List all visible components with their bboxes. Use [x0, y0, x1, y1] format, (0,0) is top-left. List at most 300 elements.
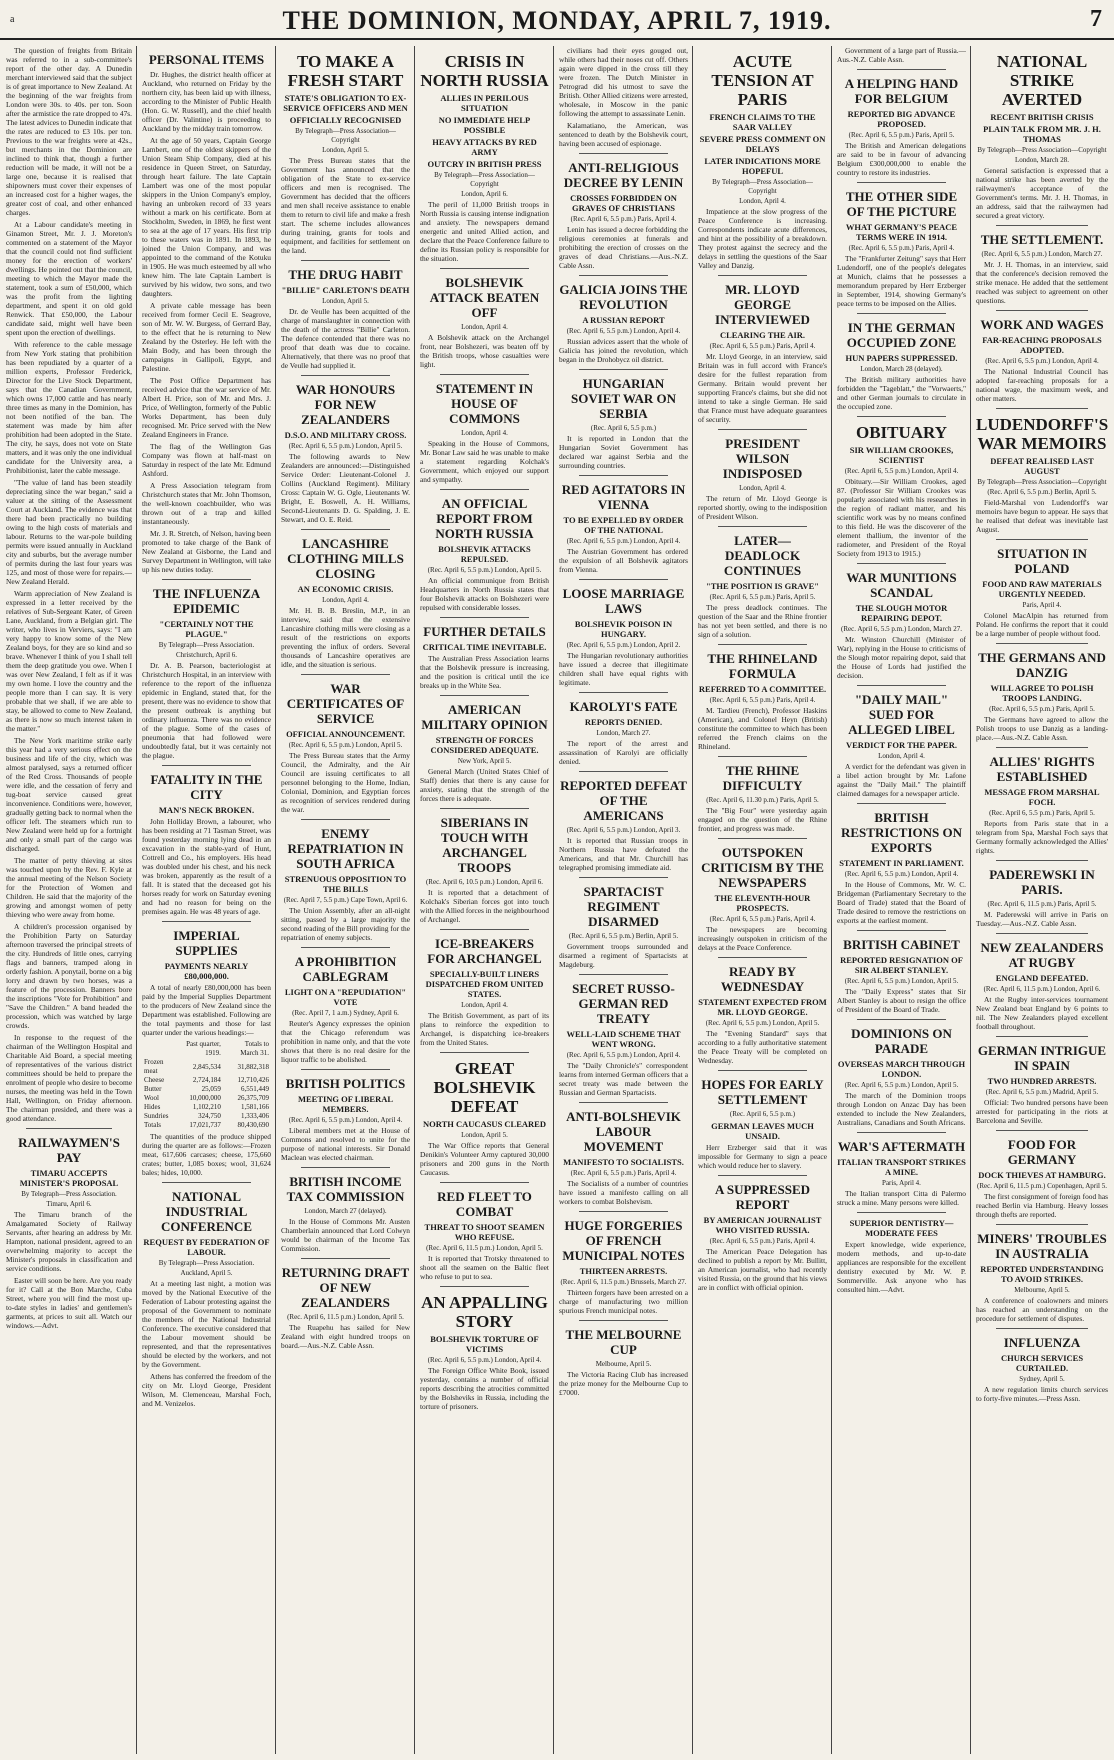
dateline: (Rec. April 6, 10.5 p.m.) London, April 6. — [425, 878, 544, 886]
divider — [996, 1036, 1088, 1037]
subheadline: BOLSHEVIK TORTURE OF VICTIMS — [430, 1334, 539, 1354]
dateline: (Rec. April 6, 5.5 p.m.) London, April 4. — [844, 467, 959, 475]
divider — [996, 933, 1088, 934]
headline: SECRET RUSSO-GERMAN RED TREATY — [572, 981, 675, 1026]
article-paragraph: The Austrian Government has ordered the expulsion of all Bolshevik agitators from Vienna. — [559, 547, 688, 574]
divider — [718, 429, 807, 430]
article-paragraph: civilians had their eyes gouged out, while others had their noses cut off. Others again were dipped in the cross till they were frozen. The Dutch Minister in Petrograd did his utmost to save the British. Other Allied citizens were arrested, wholesale, in Moscow in the panic following the attempt to assassinate Lenin. — [559, 46, 688, 118]
column-rule — [136, 46, 137, 1754]
headline: GERMAN INTRIGUE IN SPAIN — [977, 1043, 1107, 1073]
divider — [718, 275, 807, 276]
divider — [857, 563, 946, 564]
table-cell: 31,882,318 — [237, 1062, 269, 1071]
subheadline: SPECIALLY-BUILT LINERS DISPATCHED FROM UNITED STATES. — [425, 969, 544, 999]
subheadline: SIR WILLIAM CROOKES, SCIENTIST — [849, 445, 954, 465]
headline: A HELPING HAND FOR BELGIUM — [844, 76, 959, 106]
article-paragraph: At a meeting last night, a motion was moved by the National Executive of the Federation of Labour protesting against the proposal of the Government to nominate the members of the National Industrial Conference. The executive considered that the Labour movement should be represented, and that the representatives should be elected by the workers, and not by the Government. — [142, 1279, 271, 1369]
divider — [162, 765, 251, 766]
dateline: Melbourne, April 5. — [1014, 1286, 1070, 1294]
headline: SPARTACIST REGIMENT DISARMED — [583, 884, 664, 929]
headline: IN THE GERMAN OCCUPIED ZONE — [846, 320, 957, 350]
column-rule — [970, 46, 971, 1754]
divider — [718, 1175, 807, 1176]
article-paragraph: Athens has conferred the freedom of the city on Mr. Lloyd George, President Wilson, M. Clemenceau, Marshal Foch, and M. Venizelos. — [142, 1372, 271, 1408]
divider — [440, 1052, 529, 1053]
subheadline: ITALIAN TRANSPORT STRIKES A MINE. — [837, 1157, 966, 1177]
dateline: (Rec. April 7, 1 a.m.) Sydney, April 6. — [292, 1009, 399, 1017]
article-paragraph: The "Daily Chronicle's" correspondent learns from interned German officers that a secret treaty was made between the Russian and German Spartacists. — [559, 1061, 688, 1097]
article-paragraph: Mr. Lloyd George, in an interview, said Britain was in full accord with France's desire for the fullest reparation from Germany. Britain would prevent her supporting France's claims, but she did not intend to take a single German. He said that France must have adequate guarantees of security. — [698, 352, 827, 424]
dateline: (Rec. April 6, 11.30 p.m.) Paris, April 5. — [706, 796, 819, 804]
headline: PERSONAL ITEMS — [148, 52, 265, 67]
subheadline: A RUSSIAN REPORT — [582, 315, 665, 325]
headline: RAILWAYMEN'S PAY — [18, 1135, 120, 1165]
table-cell: 1,581,166 — [241, 1103, 269, 1111]
subheadline: DEFEAT REALISED LAST AUGUST — [990, 456, 1094, 476]
article-paragraph: It is reported in London that the Hungarian Soviet Government has declared war against Serbia and the surrounding countries. — [559, 434, 688, 470]
headline: IMPERIAL SUPPLIES — [173, 928, 240, 958]
subheadline: "THE POSITION IS GRAVE" — [706, 581, 819, 591]
headline: GREAT BOLSHEVIK DEFEAT — [433, 1059, 536, 1116]
divider — [718, 838, 807, 839]
article-paragraph: An official communique from British Headquarters in North Russia states that four Bolshevik attacks on Bolshezeri were repulsed with considerable losses. — [420, 576, 549, 612]
headline: READY BY WEDNESDAY — [720, 964, 805, 994]
article-paragraph: The matter of petty thieving at sites was touched upon by the Rev. F. Kyle at the annual meeting of the Nelson Society for the Protection of Women and Children. He said that the majority of the growing and amongst women of petty thieving who were away from home. — [6, 856, 132, 919]
article-paragraph: Dr. A. B. Pearson, bacteriologist at Christchurch Hospital, in an interview with reference to the report of the influenza epidemic in England, stated that, for the present, there was no evidence to show that the present outbreak is anything but ordinary influenza. There was no evidence of the plague. Some of the cases of pneumonia that had followed were undoubtedly fatal, but it was certainly not the plague. — [142, 661, 271, 760]
divider — [440, 1286, 529, 1287]
article-paragraph: The Hungarian revolutionary authorities have issued a decree that illegitimate children shall have equal rights with legitimate. — [559, 651, 688, 687]
dateline: Paris, April 4. — [882, 1179, 921, 1187]
subheadline: D.S.O. AND MILITARY CROSS. — [284, 430, 407, 440]
article-paragraph: Liberal members met at the House of Commons and resolved to unite for the purpose of national interests. Sir Donald Maclean was elected chairman. — [281, 1126, 410, 1162]
headline: WAR'S AFTERMATH — [837, 1139, 966, 1154]
headline: FATALITY IN THE CITY — [150, 772, 263, 802]
headline: MINERS' TROUBLES IN AUSTRALIA — [977, 1231, 1107, 1261]
table-cell: 26,375,709 — [237, 1094, 269, 1102]
dateline: Auckland, April 5. — [180, 1269, 233, 1277]
article-paragraph: The British military authorities have forbidden the "Tageblatt," the "Vorwaerts," and other German journals to circulate in the occupied zone. — [837, 375, 966, 411]
headline: ANTI-BOLSHEVIK LABOUR MOVEMENT — [566, 1109, 681, 1154]
table-cell: Wool — [144, 1094, 159, 1102]
subheadline: CLEARING THE AIR. — [719, 330, 806, 340]
divider — [440, 929, 529, 930]
article-paragraph: The flag of the Wellington Gas Company was flown at half-mast on Saturday in respect of the late Mr. Edmund Ashford. — [142, 442, 271, 478]
divider — [440, 617, 529, 618]
headline: FURTHER DETAILS — [423, 624, 546, 639]
article-paragraph: Reports from Paris state that in a telegram from Spa, Marshal Foch says that Germany formally acknowledged the Allies' rights. — [976, 819, 1108, 855]
headline: BRITISH INCOME TAX COMMISSION — [286, 1174, 405, 1204]
subheadline: THIRTEEN ARRESTS. — [579, 1266, 668, 1276]
headline: THE RHINE DIFFICULTY — [722, 763, 803, 793]
article-paragraph: The Post Office Department has received advice that the war service of Mr. Albert H. Price, son of Mr. and Mrs. J. Price, of Wellington, formerly of the Public Works Department, has been duly recognised. Mr. Price served with the New Zealand Engineers in France. — [142, 376, 271, 439]
subheadline: NORTH CAUCASUS CLEARED — [423, 1119, 546, 1129]
divider — [579, 369, 668, 370]
divider — [301, 819, 390, 820]
column-rule — [414, 46, 415, 1754]
divider — [579, 1320, 668, 1321]
table-cell: 1,102,210 — [192, 1103, 221, 1111]
headline: AN APPALLING STORY — [421, 1293, 548, 1331]
dateline: (Rec. April 6, 11.5 p.m.) London, April 5. — [287, 1313, 404, 1321]
subheadline: NO IMMEDIATE HELP POSSIBLE — [438, 115, 531, 135]
article-paragraph: It is reported that Russian troops in Northern Russia have defeated the Americans, and that Mr. Churchill has telegraphed promising immediate aid. — [559, 836, 688, 872]
headline: INFLUENZA — [1003, 1335, 1081, 1350]
divider — [440, 374, 529, 375]
dateline: (Rec. April 6, 5.5 p.m.) London, April 3. — [566, 826, 681, 834]
divider — [162, 1182, 251, 1183]
subheadline: TO BE EXPELLED BY ORDER OF THE NATIONAL — [563, 515, 684, 535]
divider — [857, 930, 946, 931]
article-paragraph: At the age of 50 years, Captain George Lambert, one of the oldest skippers of the Union Steam Ship Company, died at his residence in Queen Street, on Saturday, through heart failure. The late Captain Lambert was one of the most popular skippers in the Union Company's employ, having an unbroken record of 33 years without a mark on his certificate. Born at Stockholm, Sweden, in 1869, he first went to sea at the age of 17 years. His first trip to these waters was in 1891. In 1893, he joined the Union Company, and was appointed to the command of the Kotuku in 1905. He was much esteemed by all who knew him. The late Captain Lambert is survived by his widow, two sons, and two daughters. — [142, 136, 271, 298]
headline: WAR CERTIFICATES OF SERVICE — [286, 681, 405, 726]
article-paragraph: The "Daily Express" states that Sir Albert Stanley is about to resign the office of President of the Board of Trade. — [837, 987, 966, 1014]
subheadline: OUTCRY IN BRITISH PRESS — [427, 159, 542, 169]
article-paragraph: Dr. de Veulle has been acquitted of the charge of manslaughter in connection with the death of the actress "Billie" Carleton. The defence contended that there was no proof that death was due to cocaine. Alternatively, that there was no proof that de Veulle had supplied it. — [281, 307, 410, 370]
headline: ENEMY REPATRIATION IN SOUTH AFRICA — [287, 826, 404, 871]
headline: RED AGITATORS IN VIENNA — [561, 482, 686, 512]
table-row — [142, 1094, 271, 1103]
divider — [718, 644, 807, 645]
dateline: (Rec. April 6, 11.5 p.m.) Brussels, March 27. — [560, 1278, 687, 1286]
divider — [440, 1182, 529, 1183]
subheadline: MESSAGE FROM MARSHAL FOCH. — [984, 787, 1100, 807]
headline: TO MAKE A FRESH START — [287, 52, 404, 90]
dateline: (Rec. April 6, 5.5 p.m.) London, April 5. — [705, 1019, 820, 1027]
column-1 — [6, 46, 132, 1754]
headline: THE GERMANS AND DANZIG — [978, 650, 1106, 680]
article-paragraph: The Press Bureau states that the Army Council, the Admiralty, and the Air Council are issuing certificates to all personnel belonging to the Home, Indian, Colonial, Dominion, and Egyptian forces as recognition of services rendered during the war. — [281, 751, 410, 814]
subheadline: PLAIN TALK FROM MR. J. H. THOMAS — [983, 124, 1101, 144]
dateline: (Rec. April 6, 5.5 p.m.) — [729, 1110, 796, 1118]
byline: By Telegraph—Press Association. — [21, 1190, 117, 1198]
dateline: (Rec. April 6, 5.5 p.m.) London, March 27. — [841, 625, 962, 633]
article-paragraph: In response to the request of the chairman of the Wellington Hospital and Charitable Aid Board, a special meeting of representatives of the various district committees should be held to prepare the enrolment of people who desire to become nurses, the meeting was held in the Town Hall, Wellington, on Friday afternoon. The chairman presided, and there was a good attendance. — [6, 1033, 132, 1123]
divider — [857, 1132, 946, 1133]
headline: THE MELBOURNE CUP — [565, 1327, 682, 1357]
masthead — [0, 0, 1114, 40]
headline: ALLIES' RIGHTS ESTABLISHED — [989, 754, 1095, 784]
headline: BOLSHEVIK ATTACK BEATEN OFF — [429, 275, 540, 320]
headline: BRITISH POLITICS — [285, 1076, 406, 1091]
dateline: (Rec. April 6, 5.5 p.m.) Paris, April 5. — [989, 705, 1095, 713]
divider — [996, 539, 1088, 540]
divider — [301, 1069, 390, 1070]
table-cell: 1,333,406 — [241, 1112, 269, 1120]
dateline: (Rec. April 7, 5.5 p.m.) Cape Town, April 6. — [283, 896, 408, 904]
article-paragraph: The report of the arrest and assassination of Karolyi are officially denied. — [559, 739, 688, 766]
divider — [162, 579, 251, 580]
table-cell: Butter — [144, 1085, 162, 1093]
dateline: (Rec. April 6, 5.5 p.m.) London, April 4. — [844, 870, 959, 878]
article-paragraph: The question of freights from Britain was referred to in a sub-committee's report of the other day. A Dunedin merchant interviewed said that the subject is of great importance to New Zealand. At the beginning of the war freights from London were 30s. to 40s. per ton. Soon after the armistice the rate dropped to 47s. The latest advices to Dunedin indicate that the rates are reduced to £3 10s. per ton. Previous to the war freights were at 42s., but merchants in the Dominion are inclined to think that, though a further reduction will be made, it will not be a large one, because it is realised that shipowners must cover their expenses of an increased cost for a higher wages, the greater cost of coal, and other enhanced charges. — [6, 46, 132, 217]
article-paragraph: Warm appreciation of New Zealand is expressed in a letter received by the relatives of Sub-Sergeant Kater, of Green Lane, Auckland, from a Belgian girl. The writer, who lives in Verviers, says: "I am very happy to know some of the New Zealand boys, for they are so kind and so brave. Whenever I think of you I shall tell them the deep gratitude you owe. When I was over New Zealand, I felt as if it was my own home. I love the country and the people more than I can say. It is very probable that we shall, if we are able to stay, be allowed to come to New Zealand, as there is now so much interest taken in the matter." — [6, 589, 132, 733]
divider — [857, 685, 946, 686]
article-paragraph: The British Government, as part of its plans to reinforce the expedition to Archangel, is dispatching ice-breakers from the United States. — [420, 1011, 549, 1047]
subheadline: LATER INDICATIONS MORE HOPEFUL — [704, 156, 821, 176]
article-paragraph: The newspapers are becoming increasingly outspoken in criticism of the delays at the Peace Conference. — [698, 925, 827, 952]
divider — [579, 579, 668, 580]
newspaper-title: THE DOMINION, MONDAY, APRIL 7, 1919. — [282, 6, 832, 35]
dateline: London, April 6. — [461, 190, 508, 198]
article-paragraph: The peril of 11,000 British troops in North Russia is causing intense indignation and anxiety. The newspapers demand energetic and united Allied action, and declare that the Peace Conference failure to define its Russian policy is responsible for the situation. — [420, 200, 549, 263]
dateline: (Rec. April 6, 5.5 p.m.) London, April 2. — [566, 641, 681, 649]
subheadline: ENGLAND DEFEATED. — [995, 973, 1089, 983]
table-cell: Sundries — [144, 1112, 169, 1120]
article-paragraph: Official: Two hundred persons have been arrested for participating in the riots at Barcelona and Seville. — [976, 1098, 1108, 1125]
headline: THE RHINELAND FORMULA — [707, 651, 818, 681]
subheadline: SEVERE PRESS COMMENT ON DELAYS — [699, 134, 826, 154]
dateline: (Rec. April 6, 5.5 p.m.) Paris, April 4. — [709, 1237, 816, 1245]
article-paragraph: The Victoria Racing Club has increased the prize money for the Melbourne Cup to £7000. — [559, 1370, 688, 1397]
dateline: London, April 5. — [322, 297, 369, 305]
divider — [857, 69, 946, 70]
article-paragraph: Lenin has issued a decree forbidding the religious ceremonies at funerals and prohibiting the erection of crosses on the graves of dead Christians.—Aus.-N.Z. Cable Assn. — [559, 225, 688, 270]
page-corner-mark: a — [10, 14, 15, 25]
article-paragraph: Obituary.—Sir William Crookes, aged 87. (Professor Sir William Crookes was popularly associated with his researches in the region of radiant matter, and his scientific work was by no means confined to this field. He was the discoverer of the element thallium, the inventor of the radiometer, and President of the Royal Society from 1913 to 1915.) — [837, 477, 966, 558]
article-paragraph: The Union Assembly, after an all-night sitting, passed by a large majority the second reading of the Bill providing for the repatriation of enemy subjects. — [281, 906, 410, 942]
byline: By Telegraph—Press Association—Copyright — [434, 171, 535, 188]
article-paragraph: Mr. Winston Churchill (Minister of War), replying in the House to criticisms of the Slough motor repairing depot, said that the House of Lords had justified the decision. — [837, 635, 966, 680]
headline: SITUATION IN POLAND — [997, 546, 1087, 576]
divider — [579, 1102, 668, 1103]
subheadline: HUN PAPERS SUPPRESSED. — [845, 353, 958, 363]
headline: CRISIS IN NORTH RUSSIA — [420, 52, 549, 90]
column-6 — [698, 46, 827, 1754]
dateline: London, April 4. — [739, 484, 786, 492]
dateline: (Rec. April 6, 11.5 p.m.) London, April 5. — [426, 1244, 543, 1252]
headline: ANTI-RELIGIOUS DECREE BY LENIN — [563, 160, 684, 190]
subheadline: GERMAN LEAVES MUCH UNSAID. — [711, 1121, 814, 1141]
dateline: Sydney, April 5. — [1019, 1375, 1065, 1383]
divider — [579, 1211, 668, 1212]
article-paragraph: Reuter's Agency expresses the opinion that the Chicago referendum was prohibition in name only, and that the vote shows that there is no real desire for the liquor traffic to be abolished. — [281, 1019, 410, 1064]
article-paragraph: The Foreign Office White Book, issued yesterday, contains a number of official reports describing the atrocities committed by the Bolsheviks in Russia, including the torture of prisoners. — [420, 1366, 549, 1411]
subheadline: ALLIES IN PERILOUS SITUATION — [440, 93, 529, 113]
headline: PADEREWSKI IN PARIS. — [989, 867, 1095, 897]
dateline: (Rec. April 6, 5.5 p.m.) London, April 4. — [427, 1356, 542, 1364]
subheadline: REPORTED RESIGNATION OF SIR ALBERT STANLEY. — [840, 955, 963, 975]
article-paragraph: At a Labour candidate's meeting in Ginamon Street, Mr. J. J. Moreton's commented on a statement of the Mayor that the council could not find sufficient money for the erection of workers' dwellings. He pointed out that the council, meeting to which the Mayor made the statement, took a sum of £50,000, which was the profit from the lighting department, and spent it on old gold Renwick. That £50,000, the Labour candidate said, might well have been spent upon the erection of dwellings. — [6, 220, 132, 337]
imperial-supplies-table — [142, 1040, 271, 1130]
divider — [857, 1019, 946, 1020]
subheadline: CROSSES FORBIDDEN ON GRAVES OF CHRISTIANS — [570, 193, 677, 213]
article-paragraph: A verdict for the defendant was given in a libel action brought by Mr. Lafone against the "Daily Mail." The plaintiff claimed damages for a newspaper article. — [837, 762, 966, 798]
divider — [857, 1212, 946, 1213]
headline: LOOSE MARRIAGE LAWS — [562, 586, 685, 616]
headline: A SUPPRESSED REPORT — [715, 1182, 810, 1212]
dateline: (Rec. April 6, 5.5 p.m.) Berlin, April 5. — [987, 488, 1097, 496]
subheadline: MEETING OF LIBERAL MEMBERS. — [297, 1094, 394, 1114]
divider — [718, 756, 807, 757]
dateline: (Rec. April 6, 5.5 p.m.) London, April 5. — [427, 566, 542, 574]
table-row — [142, 1085, 271, 1094]
article-paragraph: Dr. Hughes, the district health officer at Auckland, who returned on Friday by the northern city, has been laid up with illness, according to the Minister of Public Health (Hon. G. W. Russell), and the chief health officer (Dr. Valintine) is proceeding to Auckland by the midday train tomorrow. — [142, 70, 271, 133]
divider — [579, 974, 668, 975]
article-paragraph: Government of a large part of Russia.—Aus.-N.Z. Cable Assn. — [837, 46, 966, 64]
article-paragraph: With reference to the cable message from New York stating that prohibition has been repudiated by a quarter of a million experts, Professor Frederick, Director for the Live Stock Department, says that the Canadian Government, which owns 17,000 cattle and has nearly three times as many in the Dominion, has not been notified of the ban. The statement was made by him after prohibition had been adopted in the State. The city, he says, does not vote on State matters, and it was only the one individual candidate for the University area, a Prohibitionist, later the cable message. — [6, 340, 132, 475]
divider — [301, 1167, 390, 1168]
article-paragraph: Impatience at the slow progress of the Peace Conference is increasing. Correspondents indicate acute differences, and hint at the possibility of a breakdown. They protest against the secrecy and the delays in settling the questions of the Saar Valley and Danzig. — [698, 207, 827, 270]
subheadline: WHAT GERMANY'S PEACE TERMS WERE IN 1914. — [845, 222, 958, 242]
dateline: (Rec. April 6, 5.5 p.m.) London, April 4. — [566, 537, 681, 545]
dateline: London, March 28. — [1014, 156, 1070, 164]
article-paragraph: The "Evening Standard" says that according to a fully authoritative statement the Peace Treaty will be completed on Wednesday. — [698, 1029, 827, 1065]
dateline: London, April 4. — [878, 752, 925, 760]
subheadline: VERDICT FOR THE PAPER. — [846, 740, 957, 750]
dateline: (Rec. April 6, 5.5 p.m.) London, April 4. — [985, 357, 1099, 365]
article-paragraph: The first consignment of foreign food has reached Berlin via Hamburg. Heavy losses through thefts are reported. — [976, 1192, 1108, 1219]
headline: HUGE FORGERIES OF FRENCH MUNICIPAL NOTES — [562, 1218, 685, 1263]
dateline: London, April 5. — [461, 1131, 508, 1139]
subheadline: "BILLIE" CARLETON'S DEATH — [281, 285, 410, 295]
column-rule — [692, 46, 693, 1754]
dateline: (Rec. April 6, 5.5 p.m.) London, March 27. — [981, 250, 1103, 258]
headline: NEW ZEALANDERS AT RUGBY — [980, 940, 1104, 970]
table-header: Past quarter, 1919. — [186, 1040, 221, 1057]
subheadline: REPORTS DENIED. — [584, 717, 663, 727]
subheadline: MANIFESTO TO SOCIALISTS. — [563, 1157, 684, 1167]
subheadline: CHURCH SERVICES CURTAILED. — [1000, 1353, 1084, 1373]
column-rule — [553, 46, 554, 1754]
article-paragraph: A total of nearly £80,000,000 has been paid by the Imperial Supplies Department to the producers of New Zealand since the Department was established. Following are the total payments and those for last quarter under the various headings:— — [142, 983, 271, 1037]
dateline: London, March 28 (delayed). — [860, 365, 943, 373]
dateline: (Rec. April 6, 5.5 p.m.) — [590, 424, 657, 432]
dateline: (Rec. April 6, 5.5 p.m.) Paris, April 5. — [989, 809, 1095, 817]
subheadline: TWO HUNDRED ARRESTS. — [987, 1076, 1097, 1086]
article-paragraph: Government troops surrounded and disarmed a regiment of Spartacists at Magdeburg. — [559, 942, 688, 969]
headline: NATIONAL STRIKE AVERTED — [996, 52, 1088, 109]
divider — [301, 947, 390, 948]
article-paragraph: Mr. J. H. Thomas, in an interview, said that the conference's decision removed the strike menace. He added that the settlement reached was subject to agreement on other questions. — [976, 260, 1108, 305]
divider — [301, 674, 390, 675]
dateline: London, April 4. — [322, 596, 369, 604]
table-row — [142, 1076, 271, 1085]
subheadline: HEAVY ATTACKS BY RED ARMY — [432, 137, 537, 157]
table-cell: 2,845,534 — [192, 1062, 221, 1071]
dateline: (Rec. April 6, 5.5 p.m.) Paris, April 4. — [570, 215, 677, 223]
dateline: London, March 27 (delayed). — [304, 1207, 387, 1215]
table-header — [142, 1040, 176, 1058]
divider — [857, 313, 946, 314]
article-paragraph: The quantities of the produce shipped during the quarter are as follows:—Frozen meat, 617,606 carcases; cheese, 175,660 crates; butter, 1,085 boxes; wool, 31,624 bales; hides, 10,000. — [142, 1132, 271, 1177]
subheadline: REQUEST BY FEDERATION OF LABOUR. — [143, 1237, 270, 1257]
headline: AN OFFICIAL REPORT FROM NORTH RUSSIA — [435, 496, 534, 541]
dateline: Timaru, April 6. — [46, 1200, 92, 1208]
subheadline: LIGHT ON A "REPUDIATION" VOTE — [284, 987, 407, 1007]
dateline: London, March 27. — [596, 729, 651, 737]
headline: RETURNING DRAFT OF NEW ZEALANDERS — [281, 1265, 410, 1310]
subheadline: PAYMENTS NEARLY £80,000,000. — [164, 961, 249, 981]
subheadline: WILL AGREE TO POLISH TROOPS LANDING. — [990, 683, 1094, 703]
subheadline: FAR-REACHING PROPOSALS ADOPTED. — [982, 335, 1102, 355]
divider — [579, 475, 668, 476]
divider — [579, 275, 668, 276]
subheadline: TIMARU ACCEPTS MINISTER'S PROPOSAL — [19, 1168, 119, 1188]
dateline: (Rec. April 6, 5.5 p.m.) Paris, April 4. — [709, 915, 816, 923]
divider — [440, 695, 529, 696]
article-paragraph: Kalamatiano, the American, was sentenced to death by the Bolshevik court, having been accused of espionage. — [559, 121, 688, 148]
headline: ACUTE TENSION AT PARIS — [711, 52, 814, 109]
article-paragraph: The Australian Press Association learns that the Bolshevik pressure is increasing, and the position is critical until the ice breaks up in the White Sea. — [420, 654, 549, 690]
subheadline: REPORTED UNDERSTANDING TO AVOID STRIKES. — [980, 1264, 1104, 1284]
divider — [996, 310, 1088, 311]
headline: LATER—DEADLOCK CONTINUES — [723, 533, 802, 578]
column-rule — [831, 46, 832, 1754]
article-paragraph: Speaking in the House of Commons, Mr. Bonar Law said he was unable to make a statement regarding Kolchak's Government, which enjoyed our support and sympathy. — [420, 439, 549, 484]
article-paragraph: The New York maritime strike early this year had a very serious effect on the business and life of the city, which was almost paralysed, says a returned officer of the Red Cross. Thousands of people were idle, and the cessation of ferry and tug-boat service caused great inconvenience. Conditions were, however, gradually getting back to normal when the officer left. The steamers which run to New Zealand were held up for a fortnight and only a small part of the cargo was discharged. — [6, 736, 132, 853]
table-total-row — [142, 1121, 271, 1130]
dateline: London, April 5. — [322, 146, 369, 154]
table-row — [142, 1112, 271, 1121]
article-paragraph: General satisfaction is expressed that a national strike has been averted by the railwaymen's acceptance of the Government's terms. Mr. J. H. Thomas, in an address, said that the railwaymen had secured a great victory. — [976, 166, 1108, 220]
headline: KAROLYI'S FATE — [569, 699, 678, 714]
column-2 — [142, 46, 271, 1754]
article-paragraph: A conference of coalowners and miners has reached an understanding on the procedure for settlement of disputes. — [976, 1296, 1108, 1323]
divider — [26, 1128, 112, 1129]
dateline: (Rec. April 6, 5.5 p.m.) Paris, April 5. — [848, 131, 955, 139]
advertisement: Expert knowledge, wide experience, modern methods, and up-to-date appliances are responsible for the excellent dentistry executed by Mr. W. P. Sommerville. Ask anyone who has consulted him.—Advt. — [837, 1240, 966, 1294]
article-paragraph: In the House of Commons, Mr. W. C. Bridgeman (Parliamentary Secretary to the Board of Trade) stated that the Board of Trade desired to remove the restrictions on exports at the earliest moment. — [837, 880, 966, 925]
advertisement: Easter will soon be here. Are you ready for it? Call at the Bon Marche, Cuba Street, where you will find the most up-to-date styles in ladies' and gentlemen's garments, at prices to suit all. Watch our windows.—Advt. — [6, 1276, 132, 1330]
divider — [301, 1258, 390, 1259]
headline: "DAILY MAIL" SUED FOR ALLEGED LIBEL — [848, 692, 955, 737]
article-paragraph: Colonel MacAlpin has returned from Poland. He confirms the report that it could be a large number of people without food. — [976, 611, 1108, 638]
table-cell: 17,021,737 — [189, 1121, 221, 1129]
article-paragraph: The Italian transport Citta di Palermo struck a mine. Many persons were killed. — [837, 1189, 966, 1207]
dateline: New York, April 5. — [457, 757, 512, 765]
dateline: (Rec. April 6, 5.5 p.m.) Madrid, April 5. — [985, 1088, 1099, 1096]
column-7 — [837, 46, 966, 1754]
dateline: (Rec. April 6, 11.5 p.m.) London, April 6. — [983, 985, 1101, 993]
headline: WAR HONOURS FOR NEW ZEALANDERS — [295, 382, 396, 427]
dateline: (Rec. April 6, 5.5 p.m.) London, April 4. — [566, 1051, 681, 1059]
subheadline: STRENUOUS OPPOSITION TO THE BILLS — [284, 874, 407, 894]
divider — [440, 489, 529, 490]
article-paragraph: Herr Erzberger said that it was impossible for Germany to sign a peace which would reduce her to slavery. — [698, 1143, 827, 1170]
subheadline: THE SLOUGH MOTOR REPAIRING DEPOT. — [855, 603, 948, 623]
table-cell: Frozen meat — [144, 1058, 164, 1075]
article-paragraph: M. Tardieu (French), Professor Haskins (American), and Colonel Heyn (British) constitute the committee to which has been referred the French claims on the Rhineland. — [698, 706, 827, 751]
table-cell: Totals — [144, 1121, 162, 1129]
dateline: (Rec. April 6, 5.5 p.m.) Berlin, April 5. — [568, 932, 679, 940]
subheadline: OFFICIAL ANNOUNCEMENT. — [286, 729, 405, 739]
dateline: London, April 4. — [461, 323, 508, 331]
table-cell: 6,551,449 — [241, 1085, 269, 1093]
headline: THE DRUG HABIT — [288, 267, 403, 282]
article-paragraph: The British and American delegations are said to be in favour of advancing Belgium £300,000,000 to enable the country to restore its industries. — [837, 141, 966, 177]
headline: RED FLEET TO COMBAT — [437, 1189, 532, 1219]
byline: By Telegraph—Press Association—Copyright — [712, 178, 813, 195]
dateline: (Rec. April 6, 5.5 p.m.) London, April 5. — [844, 977, 959, 985]
subheadline: FOOD AND RAW MATERIALS URGENTLY NEEDED. — [982, 579, 1102, 599]
column-4 — [420, 46, 549, 1754]
dateline: Melbourne, April 5. — [595, 1360, 652, 1368]
article-paragraph: The American Peace Delegation has declined to publish a report by Mr. Bullitt, an American journalist, who had recently visited Russia, on the ground that his views are in conflict with official opinion. — [698, 1247, 827, 1292]
dateline: (Rec. April 6, 5.5 p.m.) Paris, April 4. — [709, 342, 816, 350]
dateline: (Rec. April 6, 11.5 p.m.) Copenhagen, April 5. — [977, 1182, 1107, 1190]
divider — [718, 526, 807, 527]
article-paragraph: Field-Marshal von Ludendorff's war memoirs have begun to appear. He says that he realised that defeat was inevitable last August. — [976, 498, 1108, 534]
headline: OUTSPOKEN CRITICISM BY THE NEWSPAPERS — [701, 845, 824, 890]
subheadline: OVERSEAS MARCH THROUGH LONDON. — [837, 1059, 966, 1079]
column-3 — [281, 46, 410, 1754]
article-paragraph: M. Paderewski will arrive in Paris on Tuesday.—Aus.-N.Z. Cable Assn. — [976, 910, 1108, 928]
byline: By Telegraph—Press Association. — [158, 1259, 255, 1267]
divider — [440, 808, 529, 809]
article-paragraph: It is reported that a detachment of Kolchak's Siberian forces got into touch with the Allied forces in the neighbourhood of Archangel. — [420, 888, 549, 924]
article-paragraph: Mr. J. R. Stretch, of Nelson, having been promoted to take charge of the Bank of New Zealand at Gisborne, the Land and Survey Department in Wellington, will take up his new duties today. — [142, 529, 271, 574]
table-cell: 10,000,000 — [189, 1094, 221, 1102]
